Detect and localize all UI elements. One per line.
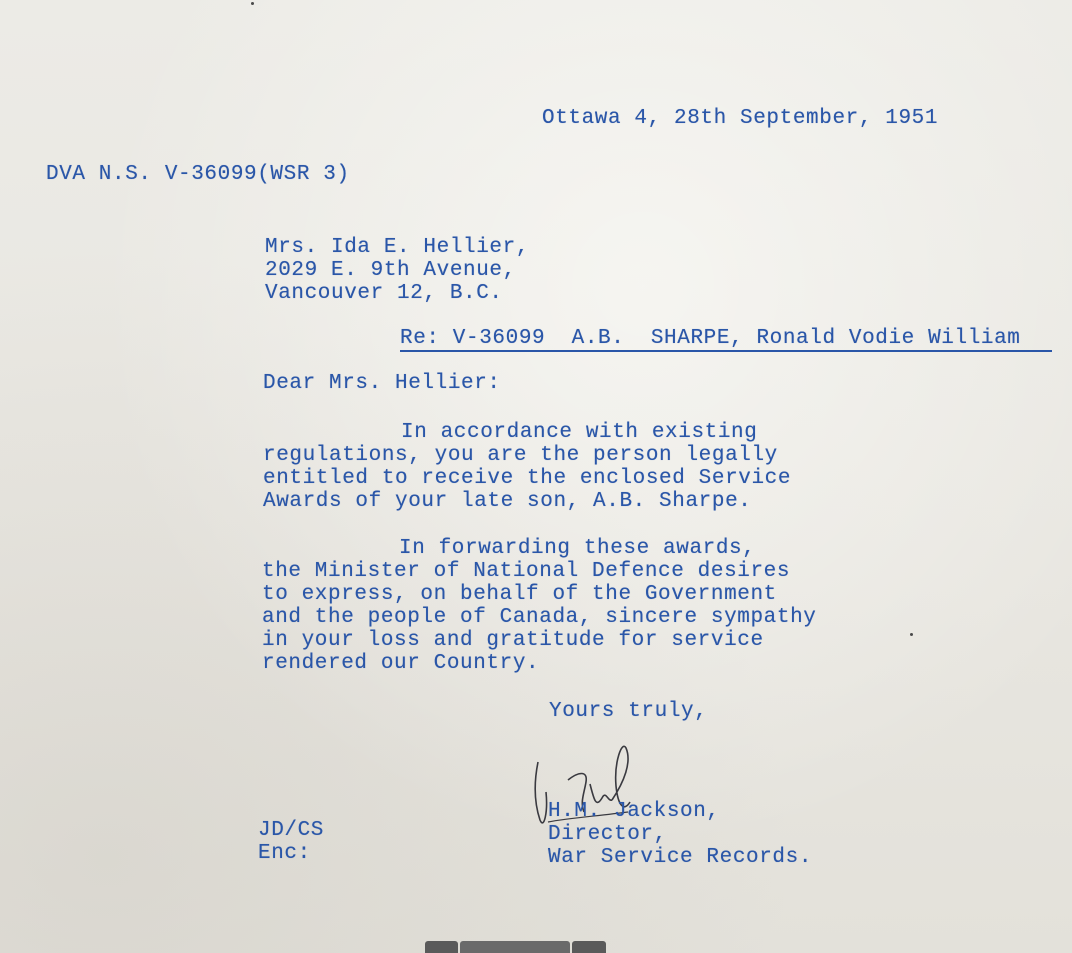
- address-line: 2029 E. 9th Avenue,: [265, 259, 516, 282]
- signatory-title: Director,: [548, 823, 667, 846]
- paragraph-line: in your loss and gratitude for service: [262, 629, 764, 652]
- paragraph-line: entitled to receive the enclosed Service: [263, 467, 792, 490]
- paper-speck: [251, 2, 254, 5]
- paragraph-line: Awards of your late son, A.B. Sharpe.: [263, 490, 752, 513]
- subject-line: Re: V-36099 A.B. SHARPE, Ronald Vodie William: [400, 327, 1021, 350]
- address-line: Vancouver 12, B.C.: [265, 282, 503, 305]
- paragraph-line: to express, on behalf of the Government: [262, 583, 777, 606]
- salutation: Dear Mrs. Hellier:: [263, 372, 501, 395]
- address-line: Mrs. Ida E. Hellier,: [265, 236, 530, 259]
- subject-underline: [400, 350, 1052, 352]
- toolbar-menu-button[interactable]: [425, 941, 458, 953]
- typist-initials: JD/CS: [258, 819, 325, 842]
- file-reference: DVA N.S. V-36099(WSR 3): [46, 163, 350, 186]
- paragraph-line: In accordance with existing: [401, 421, 758, 444]
- closing: Yours truly,: [549, 700, 708, 723]
- paper-speck: [910, 633, 913, 636]
- toolbar-slider[interactable]: [460, 941, 570, 953]
- toolbar-next-button[interactable]: [572, 941, 606, 953]
- signatory-office: War Service Records.: [548, 846, 813, 869]
- signatory-name: H.M. Jackson,: [548, 800, 720, 823]
- dateline: Ottawa 4, 28th September, 1951: [542, 107, 939, 130]
- paragraph-line: and the people of Canada, sincere sympathy: [262, 606, 817, 629]
- enclosure-note: Enc:: [258, 842, 311, 865]
- paragraph-line: regulations, you are the person legally: [263, 444, 778, 467]
- paragraph-line: rendered our Country.: [262, 652, 540, 675]
- paragraph-line: In forwarding these awards,: [399, 537, 756, 560]
- paragraph-line: the Minister of National Defence desires: [262, 560, 791, 583]
